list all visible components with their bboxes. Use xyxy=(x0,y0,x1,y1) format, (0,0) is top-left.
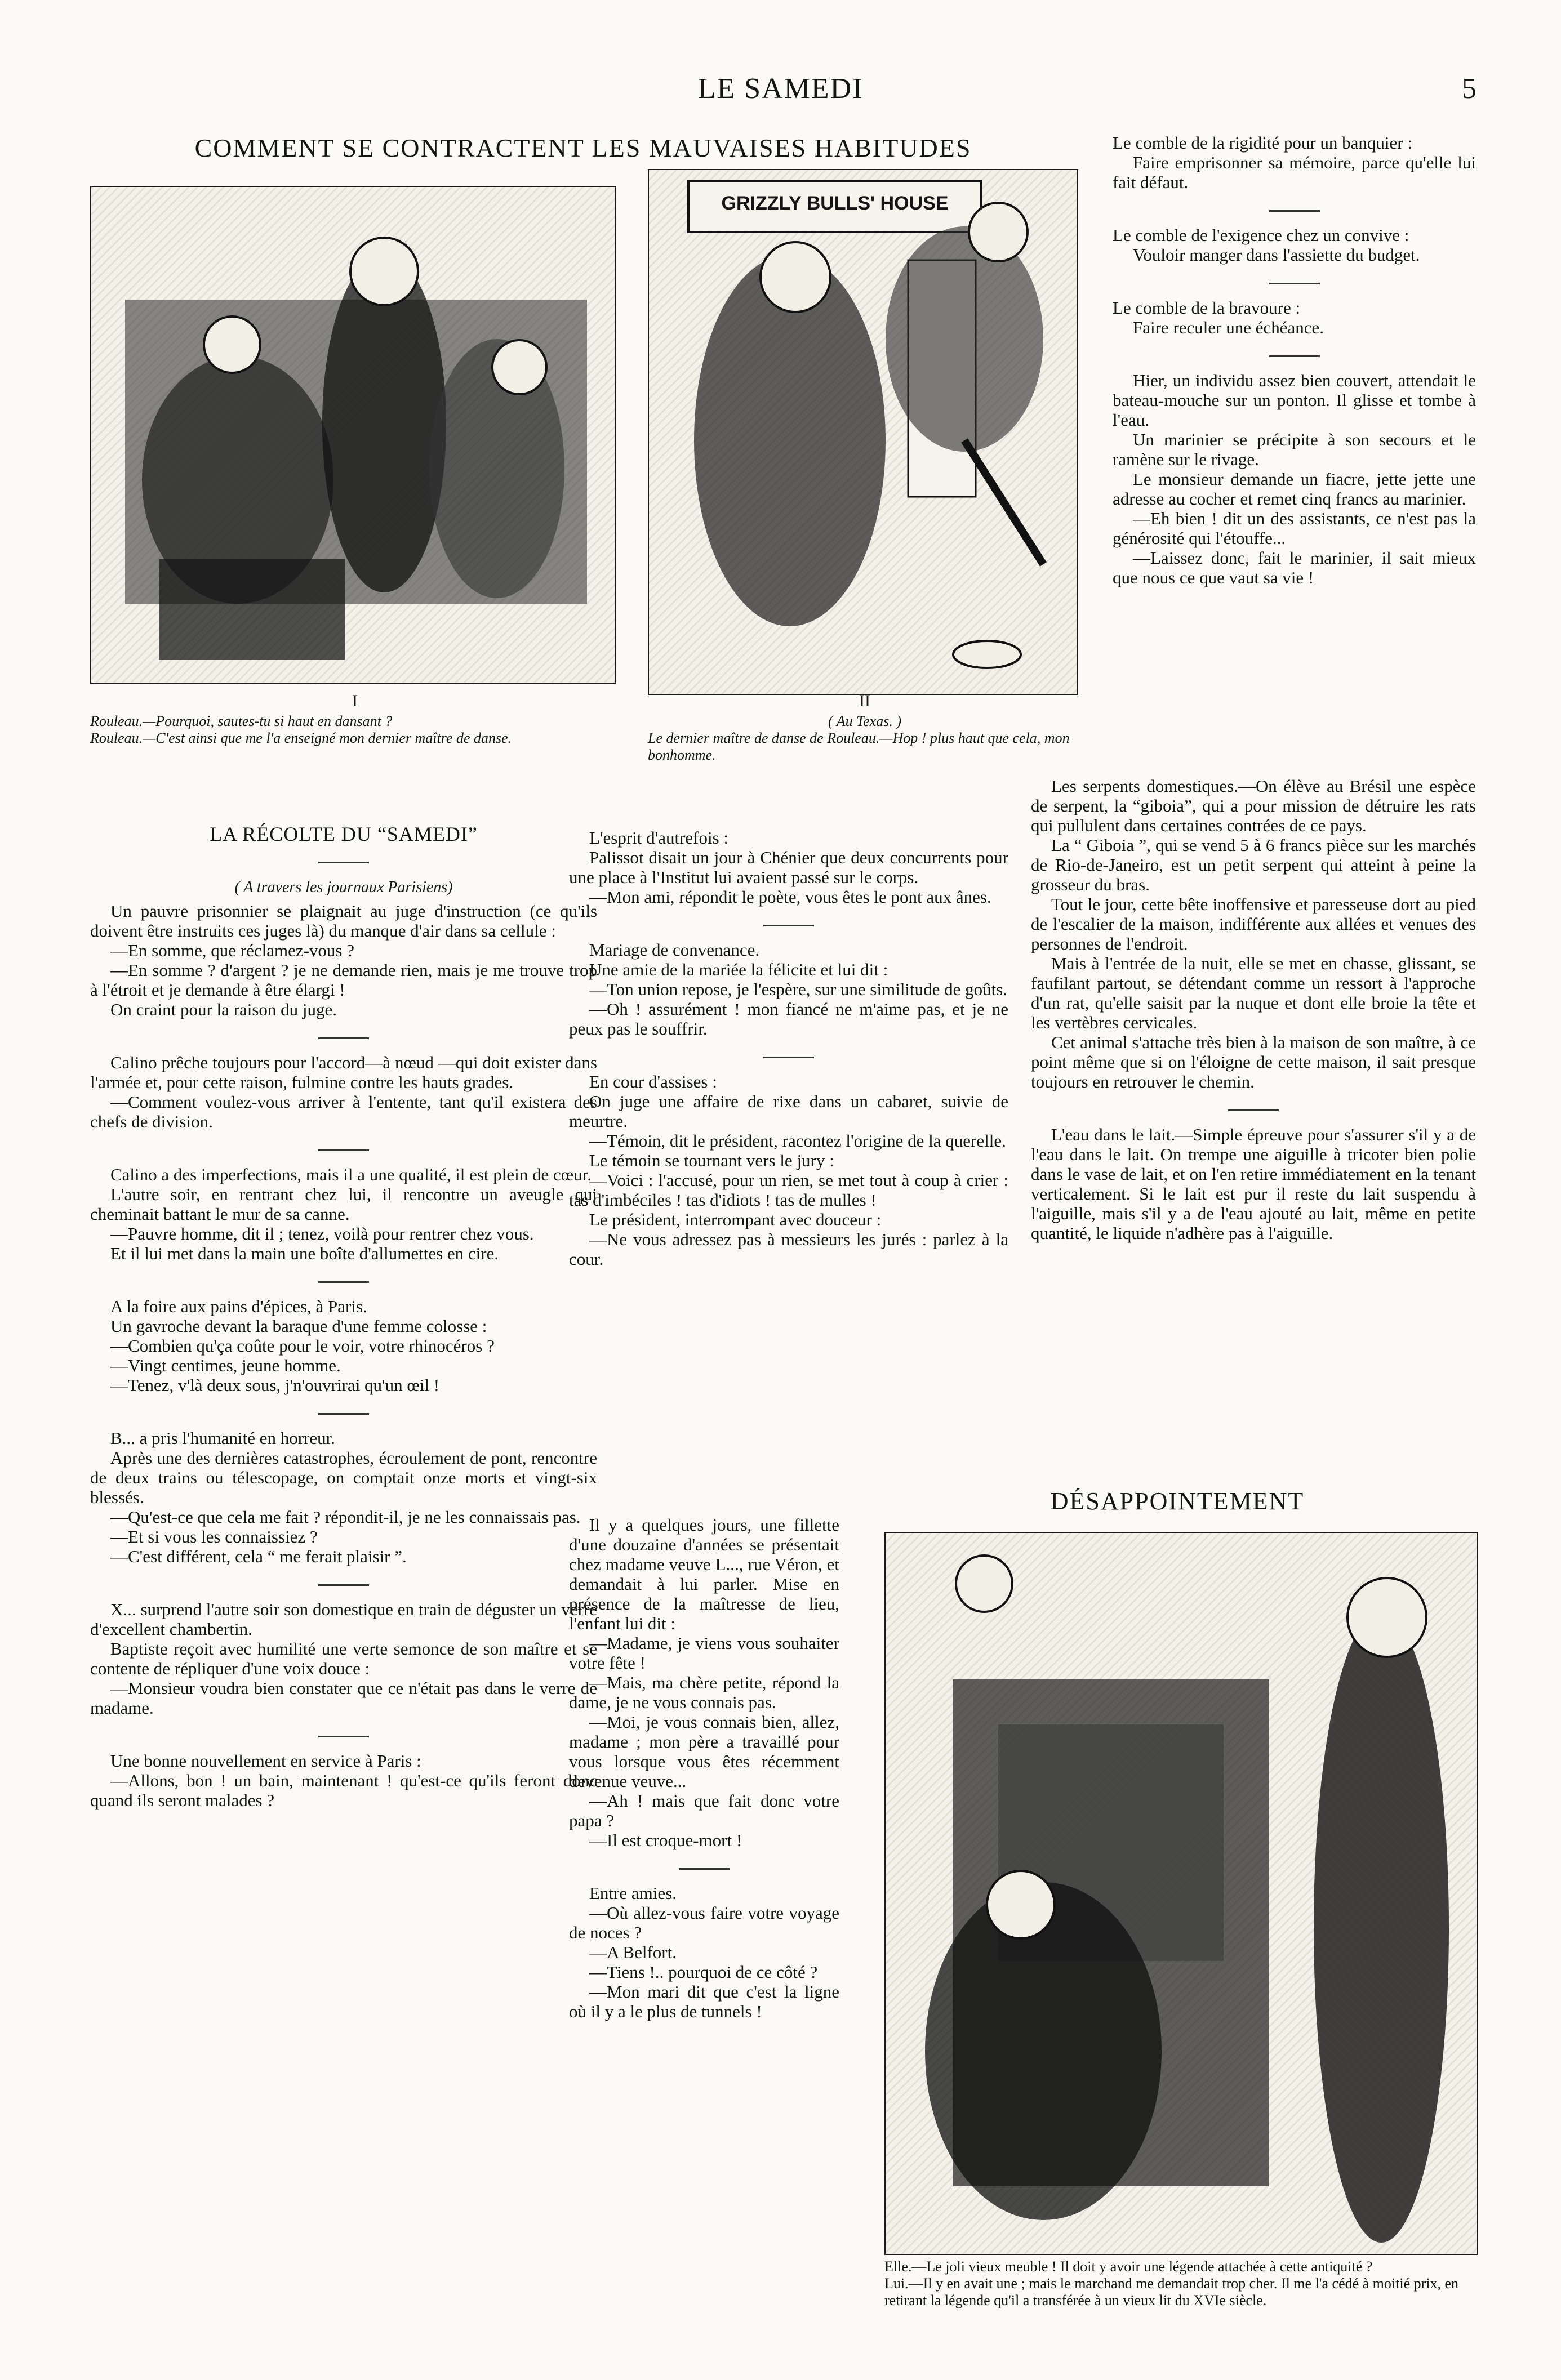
article-amies-2: —Où allez-vous faire votre voyage de noces ? xyxy=(569,1903,839,1942)
separator xyxy=(763,925,814,926)
illustration-title: COMMENT SE CONTRACTENT LES MAUVAISES HABITUDES xyxy=(194,133,972,162)
panel-1-caption-line-1: Rouleau.—Pourquoi, sautes-tu si haut en dansant ? xyxy=(90,713,393,729)
article-calino-2: —Comment voulez-vous arriver à l'entente, tant qu'il existera des chefs de division. xyxy=(90,1092,597,1131)
article-prisonnier-2: —En somme, que réclamez-vous ? xyxy=(110,941,354,960)
article-amies-4: —Tiens !.. pourquoi de ce côté ? xyxy=(589,1962,818,1982)
article-serpents-1: Les serpents domestiques.—On élève au Brésil une espèce de serpent, la “giboia”, qui a pour mission de détruire les rats qui pullulent dans certaines contrées de ce pays. xyxy=(1031,776,1476,835)
illustration-panel-1 xyxy=(90,186,616,684)
article-assises-1: En cour d'assises : xyxy=(589,1072,717,1091)
marinier-5: —Laissez donc, fait le marinier, il sait mieux que nous ce que vaut sa vie ! xyxy=(1113,548,1476,587)
desappointement-illustration xyxy=(884,1532,1478,2255)
comble-2-a: Vouloir manger dans l'assiette du budget. xyxy=(1133,245,1420,265)
separator xyxy=(318,1584,369,1586)
separator xyxy=(1228,1109,1279,1111)
article-calino-1: Calino prêche toujours pour l'accord—à nœud —qui doit exister dans l'armée et, pour cette raison, fulmine contre les hauts grades. xyxy=(90,1053,597,1092)
separator xyxy=(318,862,369,863)
article-eau-lait: L'eau dans le lait.—Simple épreuve pour s'assurer s'il y a de l'eau dans le lait. On trempe une aiguille à tricoter bien polie dans le vase de lait, et on l'en retire immédiatement en la tenant verticalement. Si le lait est pur il reste du lait suspendu à l'aiguille, mais s'il y a de l'eau ajouté au lait, même en petite quantité, le liquide n'adhère pas à l'aiguille. xyxy=(1031,1125,1476,1243)
article-fillette-4: —Moi, je vous connais bien, allez, madame ; mon père a travaillé pour vous lorsque vous êtes récemment devenue veuve... xyxy=(569,1712,839,1791)
article-fillette-2: —Madame, je viens vous souhaiter votre fête ! xyxy=(569,1633,839,1673)
article-foire-5: —Tenez, v'là deux sous, j'n'ouvrirai qu'un œil ! xyxy=(110,1375,440,1395)
article-assises-6: Le président, interrompant avec douceur : xyxy=(589,1210,882,1229)
article-assises-4: Le témoin se tournant vers le jury : xyxy=(589,1151,834,1170)
article-esprit-2: Palissot disait un jour à Chénier que deux concurrents pour une place à l'Institut lui avaient passé sur le corps. xyxy=(569,848,1008,887)
article-esprit-1: L'esprit d'autrefois : xyxy=(589,828,729,848)
article-mariage-3: —Ton union repose, je l'espère, sur une similitude de goûts. xyxy=(589,979,1008,999)
illustration-panel-2 xyxy=(648,169,1078,695)
article-foire-2: Un gavroche devant la baraque d'une femme colosse : xyxy=(110,1316,487,1336)
separator xyxy=(318,1281,369,1283)
article-mariage-4: —Oh ! assurément ! mon fiancé ne m'aime pas, et je ne peux pas le souffrir. xyxy=(569,999,1008,1039)
comble-1-a: Faire emprisonner sa mémoire, parce qu'elle lui fait défaut. xyxy=(1113,153,1476,192)
article-domestique-3: —Monsieur voudra bien constater que ce n'était pas dans le verre de madame. xyxy=(90,1678,597,1718)
separator xyxy=(1269,283,1320,284)
article-assises-5: —Voici : l'accusé, pour un rien, se met tout à coup à crier : tas d'imbéciles ! tas d'idiots ! tas de mulles ! xyxy=(569,1170,1008,1210)
separator xyxy=(1269,355,1320,357)
article-serpents-3: Tout le jour, cette bête inoffensive et paresseuse dort au pied de l'escalier de la maison, indifférente aux allées et venues des personnes de l'endroit. xyxy=(1031,894,1476,953)
article-bonne-2: —Allons, bon ! un bain, maintenant ! qu'est-ce qu'ils feront donc quand ils seront malades ? xyxy=(90,1771,597,1810)
article-fillette-6: —Il est croque-mort ! xyxy=(589,1830,742,1850)
panel-2-number: II xyxy=(859,692,870,710)
article-horreur-4: —Et si vous les connaissiez ? xyxy=(110,1527,318,1546)
article-fillette-5: —Ah ! mais que fait donc votre papa ? xyxy=(569,1791,839,1830)
article-foire-1: A la foire aux pains d'épices, à Paris. xyxy=(110,1296,367,1316)
separator xyxy=(318,1736,369,1737)
newspaper-title: LE SAMEDI xyxy=(697,73,864,105)
right-top-column xyxy=(1113,133,1476,587)
page-number: 5 xyxy=(1462,73,1476,105)
recolte-column-1 xyxy=(90,901,597,1810)
article-mariage-2: Une amie de la mariée la félicite et lui dit : xyxy=(589,960,888,979)
article-prisonnier-1: Un pauvre prisonnier se plaignait au juge d'instruction (ce qu'ils doivent être instruits ces juges là) du manque d'air dans sa cellule : xyxy=(90,901,597,941)
article-amies-3: —A Belfort. xyxy=(589,1942,677,1962)
article-assises-7: —Ne vous adressez pas à messieurs les jurés : parlez à la cour. xyxy=(569,1229,1008,1269)
recolte-subtitle: ( A travers les journaux Parisiens) xyxy=(234,879,453,896)
panel-2-subtitle: ( Au Texas. ) xyxy=(828,713,901,729)
panel-1-caption xyxy=(90,693,620,747)
article-aveugle-2: L'autre soir, en rentrant chez lui, il rencontre un aveugle qui cheminait battant le mur de sa canne. xyxy=(90,1184,597,1224)
article-horreur-2: Après une des dernières catastrophes, écroulement de pont, rencontre de deux trains ou télescopage, on comptait onze morts et vingt-six blessés. xyxy=(90,1448,597,1507)
separator xyxy=(318,1413,369,1415)
article-bonne-1: Une bonne nouvellement en service à Paris : xyxy=(110,1751,421,1771)
article-amies-5: —Mon mari dit que c'est la ligne où il y a le plus de tunnels ! xyxy=(569,1982,839,2021)
article-assises-3: —Témoin, dit le président, racontez l'origine de la querelle. xyxy=(589,1131,1006,1151)
article-foire-3: —Combien qu'ça coûte pour le voir, votre rhinocéros ? xyxy=(110,1336,495,1356)
right-mid-column xyxy=(1031,776,1476,1243)
article-serpents-2: La “ Giboia ”, qui se vend 5 à 6 francs pièce sur les marchés de Rio-de-Janeiro, est un petit serpent qui atteint à peine la grosseur du bras. xyxy=(1031,835,1476,894)
article-prisonnier-4: On craint pour la raison du juge. xyxy=(110,1000,337,1019)
article-aveugle-1: Calino a des imperfections, mais il a une qualité, il est plein de cœur. xyxy=(110,1165,592,1184)
article-domestique-1: X... surprend l'autre soir son domestique en train de déguster un verre d'excellent chambertin. xyxy=(90,1599,597,1639)
article-amies-1: Entre amies. xyxy=(589,1883,677,1903)
article-serpents-5: Cet animal s'attache très bien à la maison de son maître, à ce point même que si on l'éloigne de cette maison, il sait presque toujours en retrouver le chemin. xyxy=(1031,1032,1476,1091)
panel-1-number: I xyxy=(352,692,358,710)
comble-3-q: Le comble de la bravoure : xyxy=(1113,298,1301,318)
article-foire-4: —Vingt centimes, jeune homme. xyxy=(110,1356,341,1375)
comble-2-q: Le comble de l'exigence chez un convive : xyxy=(1113,225,1409,245)
separator xyxy=(318,1037,369,1039)
comble-1-q: Le comble de la rigidité pour un banquier : xyxy=(1113,133,1412,153)
article-assises-2: On juge une affaire de rixe dans un cabaret, suivie de meurtre. xyxy=(569,1091,1008,1131)
article-prisonnier-3: —En somme ? d'argent ? je ne demande rien, mais je me trouve trop à l'étroit et je demande à être élargi ! xyxy=(90,960,597,1000)
article-horreur-5: —C'est différent, cela “ me ferait plaisir ”. xyxy=(110,1546,407,1566)
recolte-column-2-top xyxy=(569,828,1008,1269)
article-aveugle-4: Et il lui met dans la main une boîte d'allumettes en cire. xyxy=(110,1244,499,1263)
separator xyxy=(318,1149,369,1151)
marinier-4: —Eh bien ! dit un des assistants, ce n'est pas la générosité qui l'étouffe... xyxy=(1113,509,1476,548)
marinier-3: Le monsieur demande un fiacre, jette jette une adresse au cocher et remet cinq francs au marinier. xyxy=(1113,469,1476,509)
panel-1-caption-line-2: Rouleau.—C'est ainsi que me l'a enseigné mon dernier maître de danse. xyxy=(90,730,512,746)
article-esprit-3: —Mon ami, répondit le poète, vous êtes le pont aux ânes. xyxy=(589,887,991,907)
article-mariage-1: Mariage de convenance. xyxy=(589,940,760,960)
separator xyxy=(763,1057,814,1058)
separator xyxy=(1269,210,1320,212)
article-fillette-3: —Mais, ma chère petite, répond la dame, je ne vous connais pas. xyxy=(569,1673,839,1712)
article-fillette-1: Il y a quelques jours, une fillette d'une douzaine d'années se présentait chez madame veuve L..., rue Véron, et demandait à lui parler. Mise en présence de la maîtresse de lieu, l'enfant lui dit : xyxy=(569,1515,839,1633)
panel-2-caption xyxy=(648,693,1082,764)
desappointement-caption-line-1: Elle.—Le joli vieux meuble ! Il doit y avoir une légende attachée à cette antiquité ? xyxy=(884,2258,1373,2275)
saloon-sign: GRIZZLY BULLS' HOUSE xyxy=(721,193,949,214)
article-horreur-3: —Qu'est-ce que cela me fait ? répondit-il, je ne les connaissais pas. xyxy=(110,1507,581,1527)
desappointement-title: DÉSAPPOINTEMENT xyxy=(1050,1487,1305,1515)
recolte-column-2-bottom xyxy=(569,1515,839,2021)
desappointement-caption xyxy=(884,2258,1476,2309)
separator xyxy=(679,1868,730,1870)
desappointement-caption-line-2: Lui.—Il y en avait une ; mais le marchand me demandait trop cher. Il me l'a cédé à moitié prix, en retirant la légende qu'il a transférée à un vieux lit du XVIe siècle. xyxy=(884,2275,1459,2308)
article-horreur-1: B... a pris l'humanité en horreur. xyxy=(110,1428,336,1448)
comble-3-a: Faire reculer une échéance. xyxy=(1133,318,1324,337)
article-serpents-4: Mais à l'entrée de la nuit, elle se met en chasse, glissant, se faufilant partout, se détendant comme un ressort à l'approche d'un rat, qu'elle saisit par la nuque et dont elle broie la tête et les vertèbres cervicales. xyxy=(1031,953,1476,1032)
panel-2-caption-text: Le dernier maître de danse de Rouleau.—Hop ! plus haut que cela, mon bonhomme. xyxy=(648,730,1070,763)
article-aveugle-3: —Pauvre homme, dit il ; tenez, voilà pour rentrer chez vous. xyxy=(110,1224,534,1244)
recolte-title: LA RÉCOLTE DU “SAMEDI” xyxy=(210,823,478,845)
marinier-2: Un marinier se précipite à son secours et le ramène sur le rivage. xyxy=(1113,430,1476,469)
marinier-1: Hier, un individu assez bien couvert, attendait le bateau-mouche sur un ponton. Il glisse et tombe à l'eau. xyxy=(1113,371,1476,430)
article-domestique-2: Baptiste reçoit avec humilité une verte semonce de son maître et se contente de répliquer d'une voix douce : xyxy=(90,1639,597,1678)
